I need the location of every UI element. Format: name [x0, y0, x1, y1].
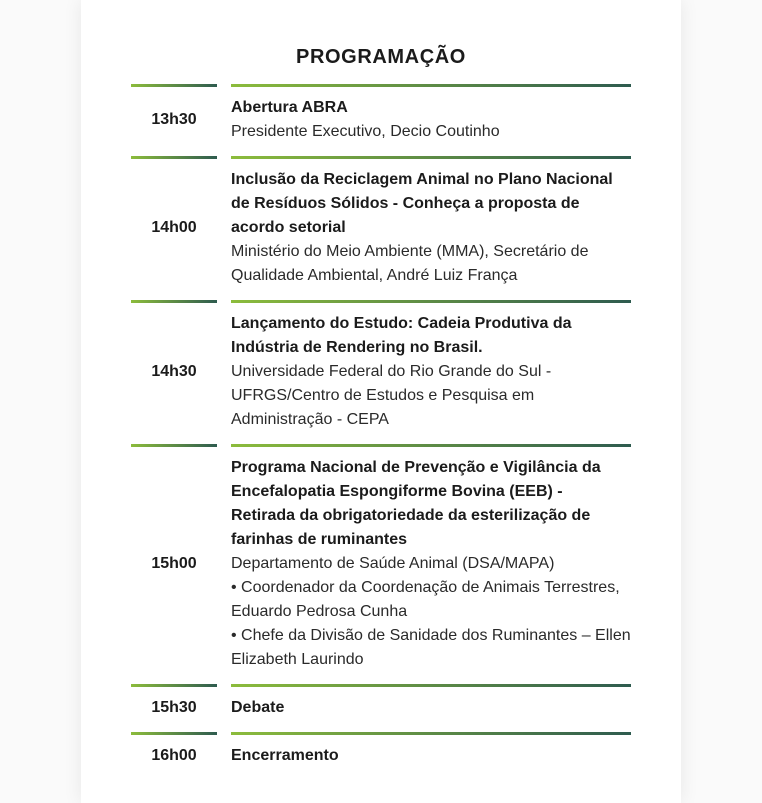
separator-line — [231, 684, 631, 687]
time-label: 15h00 — [151, 555, 197, 572]
time-label: 14h00 — [151, 219, 197, 236]
schedule-row — [131, 684, 631, 732]
separator-line — [131, 300, 217, 303]
separator-line — [131, 732, 217, 735]
separator-line — [131, 684, 217, 687]
session-description — [231, 696, 631, 720]
schedule-row — [131, 732, 631, 780]
time-label: 15h30 — [151, 699, 197, 716]
program-card — [81, 0, 681, 803]
session-description — [231, 168, 631, 288]
schedule-row — [131, 300, 631, 444]
schedule-row — [131, 156, 631, 300]
session-title: Lançamento do Estudo: Cadeia Produtiva da Indústria de Rendering no Brasil. — [231, 315, 572, 356]
time-label: 13h30 — [151, 111, 197, 128]
session-description — [231, 96, 631, 144]
session-description — [231, 312, 631, 432]
session-title: Inclusão da Reciclagem Animal no Plano Nacional de Resíduos Sólidos - Conheça a proposta de acordo setorial — [231, 171, 613, 236]
separator-line — [231, 732, 631, 735]
separator-line — [131, 444, 217, 447]
session-detail: • Coordenador da Coordenação de Animais Terrestres, Eduardo Pedrosa Cunha — [231, 579, 620, 620]
separator-line — [131, 84, 217, 87]
time-label: 14h30 — [151, 363, 197, 380]
session-detail: • Chefe da Divisão de Sanidade dos Ruminantes – Ellen Elizabeth Laurindo — [231, 627, 631, 668]
page-title: PROGRAMAÇÃO — [296, 46, 466, 68]
session-title: Debate — [231, 699, 285, 716]
schedule-row — [131, 84, 631, 156]
session-title: Programa Nacional de Prevenção e Vigilância da Encefalopatia Espongiforme Bovina (EEB) - Retirada da obrigatoriedade da esterilização de farinhas de ruminantes — [231, 459, 601, 548]
session-title: Abertura ABRA — [231, 99, 348, 116]
session-detail: Departamento de Saúde Animal (DSA/MAPA) — [231, 555, 555, 572]
schedule-table — [131, 84, 631, 780]
separator-line — [231, 156, 631, 159]
session-detail: Ministério do Meio Ambiente (MMA), Secretário de Qualidade Ambiental, André Luiz França — [231, 243, 589, 284]
separator-line — [231, 444, 631, 447]
session-title: Encerramento — [231, 747, 339, 764]
session-detail: Presidente Executivo, Decio Coutinho — [231, 123, 500, 140]
separator-line — [231, 300, 631, 303]
session-detail: Universidade Federal do Rio Grande do Sul - UFRGS/Centro de Estudos e Pesquisa em Administração - CEPA — [231, 363, 552, 428]
schedule-row — [131, 444, 631, 684]
time-label: 16h00 — [151, 747, 197, 764]
session-description — [231, 456, 631, 672]
session-description — [231, 744, 631, 768]
separator-line — [131, 156, 217, 159]
separator-line — [231, 84, 631, 87]
